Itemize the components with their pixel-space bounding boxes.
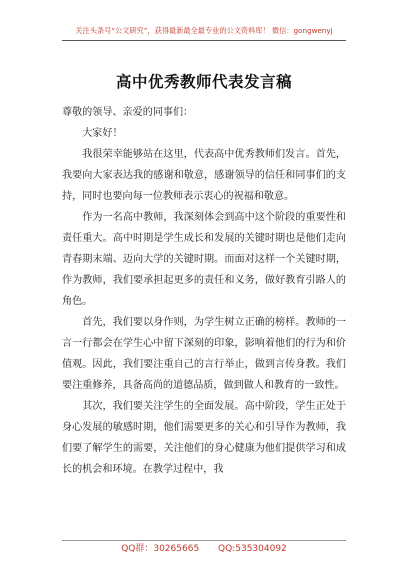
footer-qq-contact: QQ:535304092 <box>218 544 287 554</box>
footer-divider <box>62 540 346 541</box>
paragraph: 我很荣幸能够站在这里，代表高中优秀教师们发言。首先，我要向大家表达我的感谢和敬意，感谢领导的信任和同事们的支持，同时也要向每一位教师表示衷心的祝福和敬意。 <box>62 149 346 202</box>
paragraph: 首先，我们要以身作则，为学生树立正确的榜样。教师的一言一行都会在学生心中留下深刻的印象，影响着他们的行为和价值观。因此，我们要注重自己的言行举止，做到言传身教。我们要注重修养，具备高尚的道德品质，做到做人和教育的一致性。 <box>62 317 346 391</box>
paragraph: 其次，我们要关注学生的全面发展。高中阶段，学生正处于身心发展的敏感时期，他们需要更多的关心和引导作为教师，我们要了解学生的需要，关注他们的身心健康为他们提供学习和成长的机会和环境。在教学过程中，我 <box>62 401 346 475</box>
paragraph: 大家好！ <box>82 128 123 139</box>
page-footer <box>0 544 408 555</box>
paragraph: 作为一名高中教师，我深刻体会到高中这个阶段的重要性和责任重大。高中时期是学生成长和发展的关键时期也是他们走向青春期末端、迈向大学的关键时期。而面对这样一个关键时期，作为教师，我们要承担起更多的责任和义务，做好教育引路人的角色。 <box>62 212 346 307</box>
footer-qq-group: QQ群：30265665 <box>121 544 200 554</box>
document-title: 高中优秀教师代表发言稿 <box>115 72 292 91</box>
document-body <box>62 102 346 480</box>
page-header: 关注头条号“公文研究”，获得最新最全最专业的公文资料库！ 微信：gongwenyj <box>75 26 333 35</box>
header-divider <box>62 40 346 41</box>
salutation: 尊敬的领导、亲爱的同事们： <box>62 107 194 118</box>
